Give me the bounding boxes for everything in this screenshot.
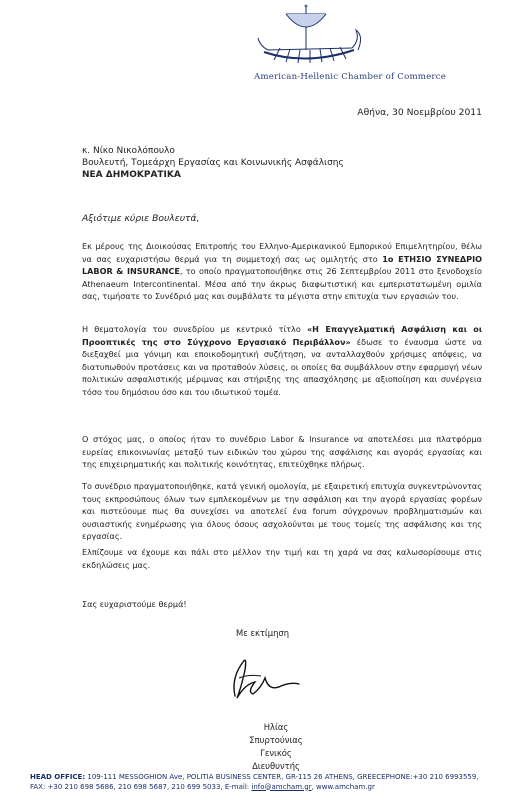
footer-website[interactable]: , www.amcham.gr (311, 782, 375, 791)
paragraph-2-text-a: Η θεματολογία του συνεδρίου με κεντρικό τίτλο (82, 324, 307, 334)
conference-name: 1ο ΕΤΗΣΙΟ ΣΥΝΕΔΡΙΟ LABOR & INSURANCE (82, 253, 483, 276)
chamber-name: American-Hellenic Chamber of Commerce (253, 72, 447, 82)
ship-emblem-icon (246, 0, 366, 72)
closing: Με εκτίμηση (236, 628, 290, 638)
signature-image (225, 648, 305, 708)
recipient-party: ΝΕΑ ΔΗΜΟΚΡΑΤΙΚΑ (82, 170, 181, 180)
footer-contact (30, 773, 490, 792)
conference-theme: «Η Επαγγελματική Ασφάλιση και οι Προοπτικές της στο Σύγχρονο Εργασιακό Περιβάλλον» (82, 324, 483, 347)
paragraph-5: Ελπίζουμε να έχουμε και πάλι στο μέλλον την τιμή και τη χαρά να σας καλωσορίσουμε στις εκδηλώσεις μας. (82, 547, 482, 570)
paragraph-6: Σας ευχαριστούμε θερμά! (82, 599, 187, 609)
recipient-block (82, 145, 344, 181)
paragraph-1-text-a: Εκ μέρους της Διοικούσας Επιτροπής του Ελληνο-Αμερικανικού Εμπορικού Επιμελητηρίου, θέλω να σας ευχαριστήσω θερμά για τη συμμετοχή σας ως ομιλητής στο (82, 241, 482, 264)
paragraph-3: Ο στόχος μας, ο οποίος ήταν το συνέδριο Labor & Insurance να αποτελέσει μια πλατφόρμα ευρείας επικοινωνίας μεταξύ των ειδικών του χώρου της ασφάλισης και αγοράς εργασίας και της επιχειρηματικής και πολιτικής κοινότητας, επιτεύχθηκε πλήρως. (82, 434, 482, 469)
salutation: Αξιότιμε κύριε Βουλευτά, (82, 213, 200, 224)
paragraph-2 (82, 323, 482, 398)
footer-address: 109-111 MESSOGHION Ave, POLITIA BUSINESS CENTER, GR-115 26 ATHENS, GREECEPHONE:+30 210 6993559, FAX: +30 210 698 5686, 210 698 5687, 210 699 5033, E-mail: (30, 773, 479, 791)
paragraph-2-text-b: έδωσε το έναυσμα ώστε να διεξαχθεί μια γόνιμη και εποικοδομητική συζήτηση, να ανταλλαχθούν χρήσιμες απόψεις, να διατυπωθούν προτάσεις και να προταθούν λύσεις, οι οποίες θα συμβάλλουν στην εφαρμογή νέων πολιτικών ασφαλιστικής μέριμνας και στήριξης της απασχόλησης με αξιοποίηση και συνέργεια τόσο του δημόσιου όσο και του ιδιωτικού τομέα. (82, 336, 482, 397)
footer-email-link[interactable]: info@amcham.gr (251, 782, 312, 791)
signer-name: Ηλίας Σπυρτούνιας (249, 722, 303, 745)
recipient-title: Βουλευτή, Τομεάρχη Εργασίας και Κοινωνικής Ασφάλισης (82, 158, 344, 168)
recipient-name: κ. Νίκο Νικολόπουλο (82, 146, 175, 156)
footer-label: HEAD OFFICE: (30, 773, 86, 781)
paragraph-1 (82, 240, 482, 303)
paragraph-4: Το συνέδριο πραγματοποιήθηκε, κατά γενική ομολογία, με εξαιρετική επιτυχία συγκεντρώνοντας τους εκπροσώπους όλων των εμπλεκομένων με την ασφάλιση και την αγορά εργασίας φορέων και πιστεύουμε πως θα συνεχίσει να αποτελεί ένα forum σύγχρονων προβληματισμών και ουσιαστικής ενημέρωσης για όλους όσους ασχολούνται με τους τομείς της ασφάλισης και της εργασίας. (82, 481, 482, 541)
chamber-logo (200, 0, 515, 96)
paragraph-1-text-b: , το οποίο πραγματοποιήθηκε στις 26 Σεπτεμβρίου 2011 στο ξενοδοχείο Athenaeum Intercontinental. Μέσα από την άκρως διαφωτιστική και εμπεριστατωμένη ομιλία σας, τιμήσατε το Συνέδριό μας και συμβάλατε τα μέγιστα στην επιτυχία των εργασιών του. (82, 266, 482, 301)
letter-date: Αθήνα, 30 Νοεμβρίου 2011 (357, 107, 482, 118)
signer-role: Γενικός Διευθυντής (252, 748, 300, 771)
signer-block (236, 721, 316, 773)
